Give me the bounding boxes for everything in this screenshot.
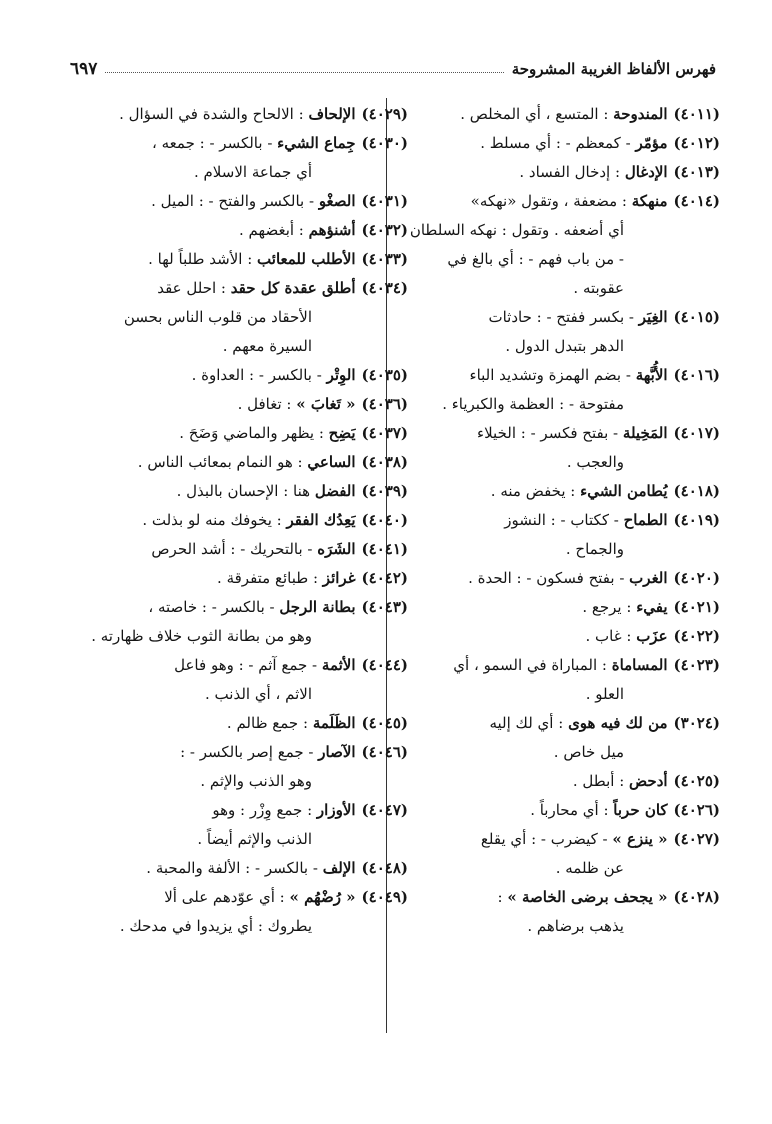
entry-definition: - بالكسر - : خاصته ،: [148, 598, 275, 616]
entry-number: (٤٠١٦): [673, 366, 720, 384]
entry-number: (٤٠٣٠): [361, 134, 408, 152]
glossary-entry: [380, 361, 720, 419]
entry-term: « ينزع »: [612, 830, 668, 848]
entry-term: منهكة: [631, 192, 668, 210]
entry-number: (٤٠١٤): [673, 192, 720, 210]
entry-number: (٤٠١٩): [673, 511, 720, 529]
entry-continuation: عقوبته .: [573, 279, 624, 297]
entry-definition: : جمع وِزْر : وهو: [212, 801, 313, 819]
glossary-entry: [68, 593, 408, 651]
entry-definition: : أبغضهم .: [239, 221, 304, 239]
glossary-entry: [68, 564, 408, 593]
entry-number: (٤٠٢٨): [673, 888, 720, 906]
entry-number: (٤٠٤٩): [361, 888, 408, 906]
entry-definition: : إدخال الفساد .: [519, 163, 621, 181]
entry-definition: - كيضرب - : أي يقلع: [480, 830, 608, 848]
entry-term: عزَب: [636, 627, 668, 645]
entry-definition: : احلل عقد: [157, 279, 226, 297]
entry-definition: : يخوفك منه لو بذلت .: [142, 511, 282, 529]
glossary-entry: [380, 158, 720, 187]
glossary-entry: [68, 854, 408, 883]
entry-term: المَخِيلة: [622, 424, 668, 442]
entry-continuation: الأحقاد من قلوب الناس بحسن: [123, 308, 312, 326]
entry-definition: : مضعفة ، وتقول «نهكه»: [470, 192, 627, 210]
entry-continuation: - من باب فهم - : أي بالغ في: [447, 250, 624, 268]
glossary-entry: [380, 564, 720, 593]
entry-term: يَضِح: [328, 424, 356, 442]
entry-number: (٤٠٣٢): [361, 221, 408, 239]
entry-term: جِماع الشيء: [277, 134, 356, 152]
glossary-entry: [380, 419, 720, 477]
entry-definition: : جمع ظالم .: [226, 714, 309, 732]
entry-number: (٤٠٤٦): [361, 743, 408, 761]
entry-number: (٤٠١٨): [673, 482, 720, 500]
entry-continuation: العلو .: [585, 685, 624, 703]
entry-number: (٤٠٢٠): [673, 569, 720, 587]
glossary-entry: [380, 593, 720, 622]
entry-definition: : يظهر والماضي وَضَحَ .: [179, 424, 324, 442]
entry-definition: - ككتاب - : النشوز: [504, 511, 619, 529]
glossary-entry: [68, 796, 408, 854]
glossary-entry: [380, 796, 720, 825]
entry-term: « تَغابَ »: [296, 395, 356, 413]
entry-number: (٣٠٢٤): [673, 714, 720, 732]
glossary-entry: [380, 506, 720, 564]
entry-number: (٤٠٢٥): [673, 772, 720, 790]
entry-definition: هنا : الإحسان بالبذل .: [176, 482, 311, 500]
glossary-entry: [68, 100, 408, 129]
glossary-entry: [380, 477, 720, 506]
entry-number: (٤٠٤٨): [361, 859, 408, 877]
entry-continuation: ميل خاص .: [553, 743, 624, 761]
entry-term: الشَرَه: [317, 540, 356, 558]
entry-term: الظَلَمة: [312, 714, 356, 732]
glossary-entry: [68, 245, 408, 274]
entry-term: الغرب: [629, 569, 668, 587]
entry-definition: : هو النمام بمعائب الناس .: [137, 453, 303, 471]
entry-term: بطانة الرجل: [279, 598, 356, 616]
entry-number: (٤٠٣٥): [361, 366, 408, 384]
entry-term: غرائز: [322, 569, 356, 587]
entry-continuation: وهو الذنب والإثم .: [200, 772, 312, 790]
entry-definition: - بكسر ففتح - : حادثات: [488, 308, 634, 326]
glossary-entry: [380, 651, 720, 709]
entry-definition: : تغافل .: [237, 395, 292, 413]
page-number: ٦٩٧: [70, 59, 98, 79]
entry-definition: - بالتحريك - : أشد الحرص: [151, 540, 313, 558]
entry-number: (٤٠٤٠): [361, 511, 408, 529]
glossary-entry: [68, 651, 408, 709]
entry-term: الآصار: [318, 743, 356, 761]
entry-term: الطماح: [623, 511, 668, 529]
entry-number: (٤٠٣١): [361, 192, 408, 210]
entry-number: (٤٠١٧): [673, 424, 720, 442]
entry-number: (٤٠١٣): [673, 163, 720, 181]
entry-number: (٤٠٢٢): [673, 627, 720, 645]
entry-definition: : أي عوّدهم على ألا: [164, 888, 285, 906]
entry-definition: - بالكسر والفتح - : الميل .: [151, 192, 315, 210]
entry-definition: - جمع إصر بالكسر - :: [180, 743, 314, 761]
entry-term: أشنؤهم: [308, 221, 356, 239]
entry-continuation: الاثم ، أي الذنب .: [205, 685, 312, 703]
glossary-entry: [68, 129, 408, 187]
entry-term: الأطلب للمعائب: [257, 250, 356, 268]
entry-term: يُطامن الشيء: [580, 482, 668, 500]
entry-term: من لك فيه هوى: [568, 714, 668, 732]
entry-continuation: يطروك : أي يزيدوا في مدحك .: [119, 917, 312, 935]
entry-definition: - بفتح فكسر - : الخيلاء: [477, 424, 619, 442]
glossary-entry: [380, 883, 720, 941]
entry-definition: - بفتح فسكون - : الحدة .: [468, 569, 625, 587]
glossary-entry: [380, 709, 720, 767]
glossary-entry: [68, 506, 408, 535]
entry-number: (٤٠٢٦): [673, 801, 720, 819]
glossary-entry: [68, 390, 408, 419]
entry-continuation: أي جماعة الاسلام .: [193, 163, 312, 181]
entry-number: (٤٠٢٣): [673, 656, 720, 674]
glossary-entry: [380, 767, 720, 796]
entry-number: (٤٠٣٤): [361, 279, 408, 297]
entry-continuation: الدهر بتبدل الدول .: [505, 337, 624, 355]
entry-number: (٤٠٣٦): [361, 395, 408, 413]
entry-definition: : الأشد طلباً لها .: [148, 250, 253, 268]
entry-term: الغِيَر: [638, 308, 668, 326]
entry-term: أدحض: [629, 772, 668, 790]
entry-term: الصغْو: [318, 192, 356, 210]
entry-definition: : أبطل .: [572, 772, 625, 790]
entry-number: (٤٠٤٥): [361, 714, 408, 732]
entry-definition: : طبائع متفرقة .: [217, 569, 319, 587]
entry-continuation: السيرة معهم .: [222, 337, 312, 355]
entry-definition: : أي لك إليه: [489, 714, 564, 732]
glossary-entry: [68, 216, 408, 245]
entry-number: (٤٠١١): [673, 105, 720, 123]
glossary-entry: [68, 709, 408, 738]
entry-number: (٤٠٤٤): [361, 656, 408, 674]
header-dotted-rule: [105, 72, 503, 73]
glossary-entry: [68, 477, 408, 506]
entry-number: (٤٠١٢): [673, 134, 720, 152]
glossary-entry: [380, 622, 720, 651]
running-title: فهرس الألفاظ الغريبة المشروحة: [511, 60, 716, 78]
glossary-entry: [68, 738, 408, 796]
entry-continuation: وهو من بطانة الثوب خلاف ظهارته .: [91, 627, 312, 645]
entry-term: المندوحة: [613, 105, 668, 123]
right-column: [380, 100, 720, 941]
entry-number: (٤٠٤٧): [361, 801, 408, 819]
entry-number: (٤٠٣٨): [361, 453, 408, 471]
entry-definition: - بضم الهمزة وتشديد الباء: [469, 366, 631, 384]
entry-term: الساعي: [307, 453, 356, 471]
glossary-entry: [68, 448, 408, 477]
entry-term: الأُبَّهة: [635, 366, 668, 384]
glossary-entry: [68, 361, 408, 390]
entry-number: (٤٠١٥): [673, 308, 720, 326]
entry-number: (٤٠٤٢): [361, 569, 408, 587]
entry-number: (٤٠٤٣): [361, 598, 408, 616]
left-column: [68, 100, 408, 941]
entry-continuation: مفتوحة - : العظمة والكبرياء .: [442, 395, 624, 413]
entry-number: (٤٠٤١): [361, 540, 408, 558]
entry-definition: - بالكسر - : جمعه ،: [152, 134, 273, 152]
entry-continuation: أي أضعفه . وتقول : نهكه السلطان: [409, 221, 624, 239]
entry-term: الفضل: [314, 482, 356, 500]
entry-term: المساماة: [611, 656, 668, 674]
entry-definition: - كمعظم - : أي مسلط .: [480, 134, 631, 152]
entry-term: « رُضْهُم »: [289, 888, 356, 906]
entry-definition: : غاب .: [585, 627, 632, 645]
entry-continuation: الذنب والإثم أيضاً .: [197, 830, 312, 848]
entry-number: (٤٠٢٩): [361, 105, 408, 123]
entry-term: الأوزار: [316, 801, 356, 819]
glossary-entry: [380, 825, 720, 883]
entry-term: الوِتْر: [326, 366, 356, 384]
glossary-entry: [380, 129, 720, 158]
entry-number: (٤٠٣٩): [361, 482, 408, 500]
glossary-entry: [380, 303, 720, 361]
glossary-entry: [68, 187, 408, 216]
entry-definition: : الالحاح والشدة في السؤال .: [119, 105, 304, 123]
glossary-entry: [380, 100, 720, 129]
entry-definition: : المباراة في السمو ، أي: [453, 656, 607, 674]
entry-term: كان حرباً: [613, 801, 668, 819]
entry-definition: - بالكسر - : العداوة .: [191, 366, 322, 384]
glossary-entry: [68, 883, 408, 941]
entry-continuation: عن ظلمه .: [555, 859, 624, 877]
entry-term: مؤمّر: [635, 134, 668, 152]
entry-continuation: والعجب .: [566, 453, 624, 471]
entry-number: (٤٠٢١): [673, 598, 720, 616]
entry-definition: : يخفض منه .: [490, 482, 576, 500]
entry-term: الإلحاف: [308, 105, 356, 123]
entry-term: الأثمة: [321, 656, 356, 674]
entry-definition: : المتسع ، أي المخلص .: [460, 105, 609, 123]
entry-number: (٤٠٣٧): [361, 424, 408, 442]
entry-definition: : يرجع .: [582, 598, 632, 616]
entry-term: « يجحف برضى الخاصة »: [507, 888, 668, 906]
entry-definition: :: [497, 888, 503, 906]
glossary-entry: [68, 535, 408, 564]
entry-term: الإدغال: [624, 163, 668, 181]
entry-definition: - بالكسر - : الألفة والمحبة .: [146, 859, 318, 877]
entry-term: يفيء: [636, 598, 668, 616]
entry-term: أطلق عقدة كل حقد: [230, 279, 356, 297]
page-header: [70, 52, 716, 86]
glossary-entry: [380, 187, 720, 303]
entry-number: (٤٠٣٣): [361, 250, 408, 268]
entry-number: (٤٠٢٧): [673, 830, 720, 848]
entry-term: يَعِدُك الفقر: [286, 511, 356, 529]
entry-definition: - جمع آثم - : وهو فاعل: [174, 656, 318, 674]
entry-term: الإلف: [322, 859, 356, 877]
glossary-entry: [68, 419, 408, 448]
entry-continuation: يذهب برضاهم .: [527, 917, 624, 935]
glossary-entry: [68, 274, 408, 361]
entry-definition: : أي محارباً .: [530, 801, 609, 819]
entry-continuation: والجماح .: [565, 540, 624, 558]
